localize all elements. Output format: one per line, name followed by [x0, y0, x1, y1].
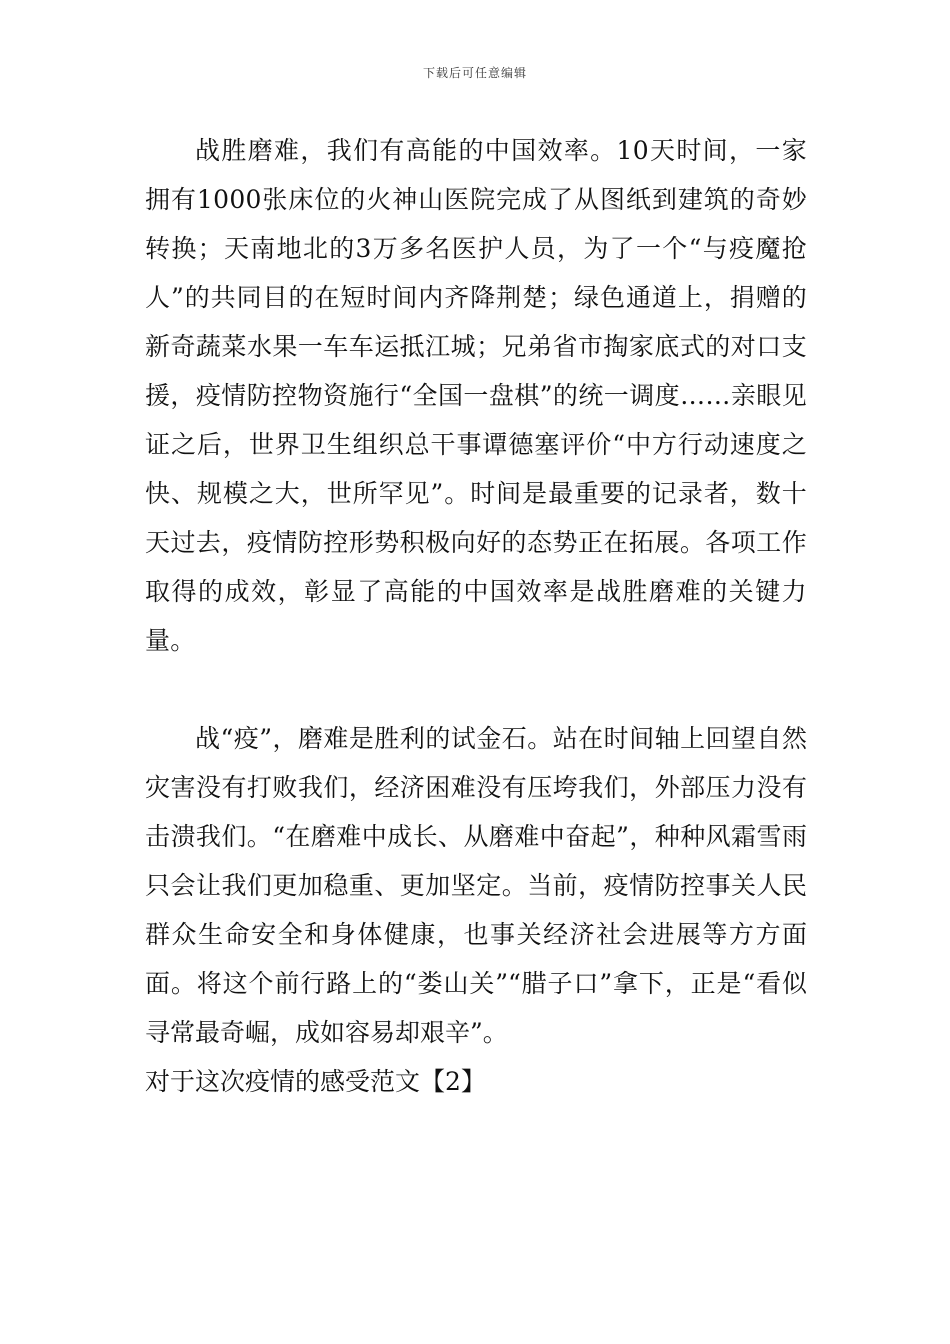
page-header-note: 下载后可任意编辑: [422, 66, 527, 80]
document-body: [145, 126, 807, 1106]
paragraph-spacer: [145, 665, 807, 714]
paragraph-efficiency: 战胜磨难，我们有高能的中国效率。10天时间，一家拥有1000张床位的火神山医院完成了从图纸到建筑的奇妙转换；天南地北的3万多名医护人员，为了一个“与疫魔抢人”的共同目的在短时间内齐降荆楚；绿色通道上，捐赠的新奇蔬菜水果一车车运抵江城；兄弟省市掏家底式的对口支援，疫情防控物资施行“全国一盘棋”的统一调度……亲眼见证之后，世界卫生组织总干事谭德塞评价“中方行动速度之快、规模之大，世所罕见”。时间是最重要的记录者，数十天过去，疫情防控形势积极向好的态势正在拓展。各项工作取得的成效，彰显了高能的中国效率是战胜磨难的关键力量。: [145, 136, 807, 655]
section-title: 对于这次疫情的感受范文【2】: [145, 1067, 486, 1096]
paragraph-hardship: 战“疫”，磨难是胜利的试金石。站在时间轴上回望自然灾害没有打败我们，经济困难没有压垮我们，外部压力没有击溃我们。“在磨难中成长、从磨难中奋起”，种种风霜雪雨只会让我们更加稳重、更加坚定。当前，疫情防控事关人民群众生命安全和身体健康，也事关经济社会进展等方方面面。将这个前行路上的“娄山关”“腊子口”拿下，正是“看似寻常最奇崛，成如容易却艰辛”。: [145, 724, 807, 1047]
